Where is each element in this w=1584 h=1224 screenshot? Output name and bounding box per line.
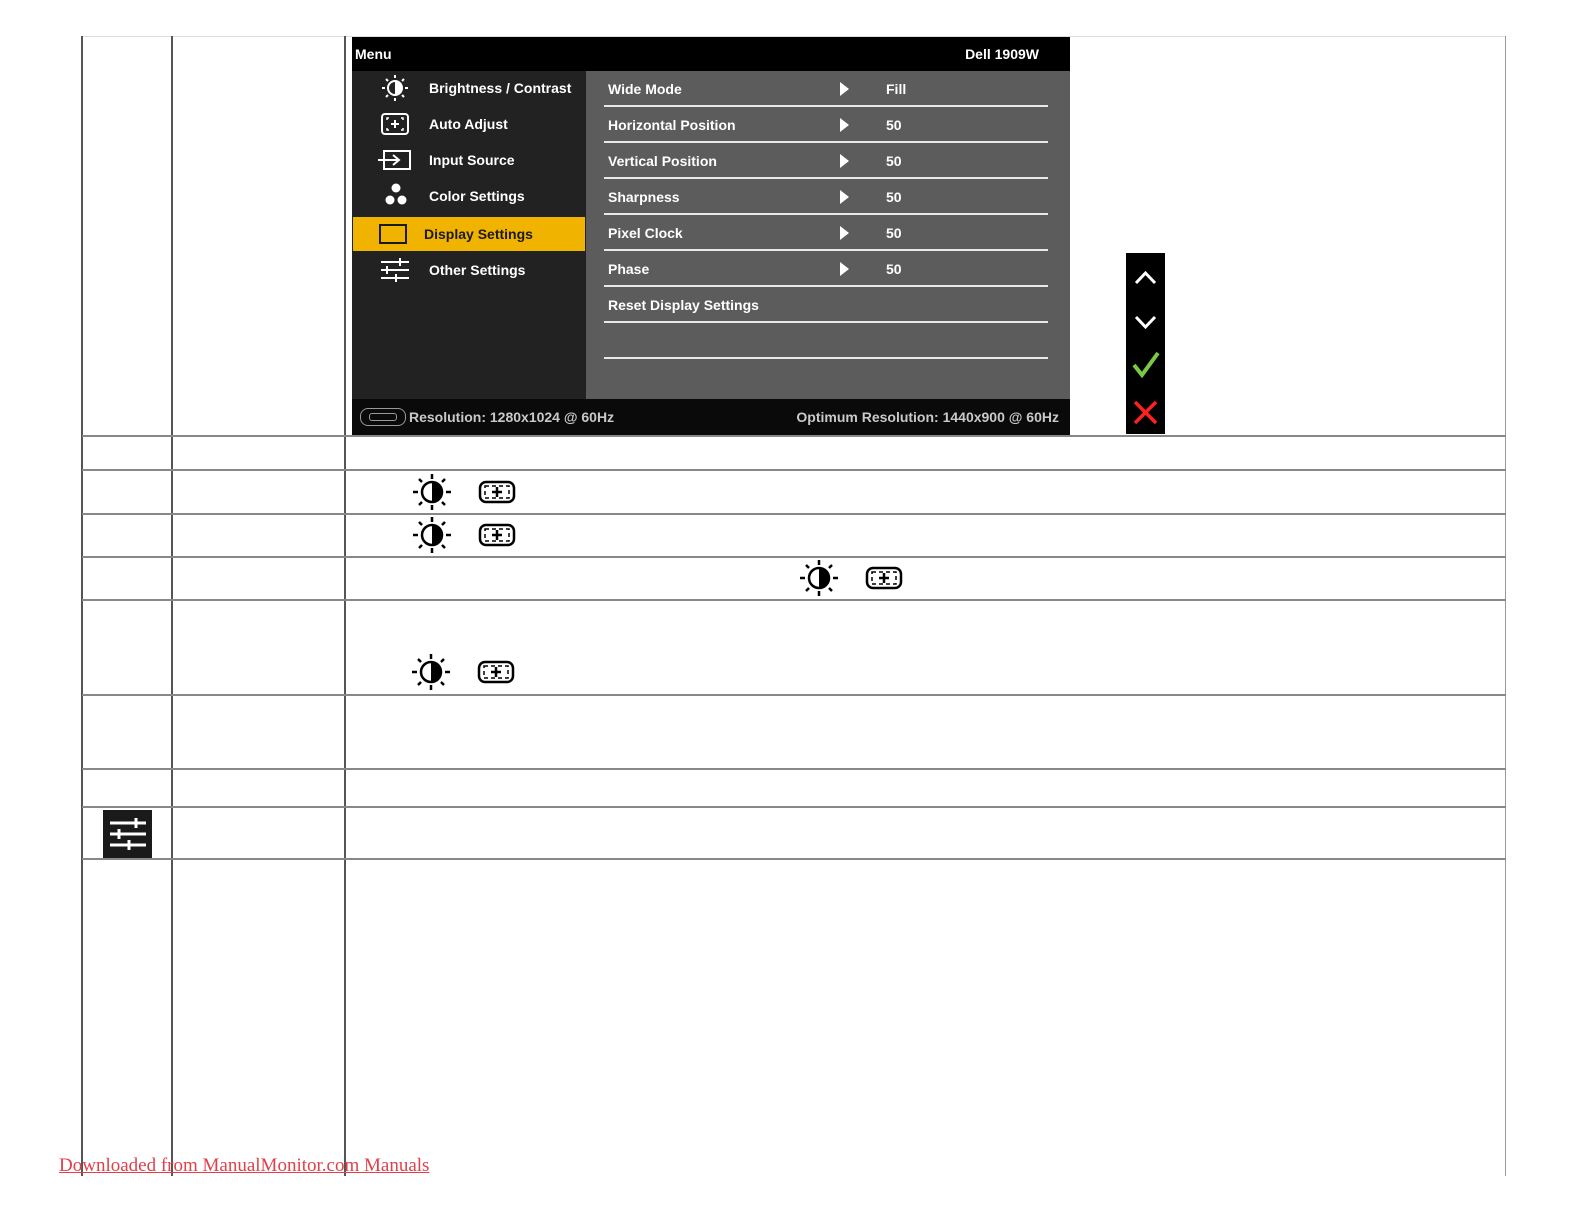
optimum-resolution: Optimum Resolution: 1440x900 @ 60Hz <box>796 409 1059 425</box>
brightness-icon <box>412 654 450 690</box>
menu-item-label: Other Settings <box>429 262 526 278</box>
vga-connector-icon <box>360 408 406 426</box>
table-row-divider <box>82 556 1506 558</box>
menu-item-auto-adjust[interactable] <box>352 107 586 141</box>
menu-item-other-settings[interactable] <box>352 253 586 287</box>
control-buttons <box>1126 253 1165 434</box>
table-row-divider <box>82 768 1506 770</box>
setting-row-reset-display-settings[interactable] <box>604 287 1048 323</box>
setting-value: 50 <box>886 117 902 133</box>
up-icon[interactable] <box>1126 255 1165 299</box>
menu-item-label: Input Source <box>429 152 515 168</box>
brightness-icon <box>413 517 451 553</box>
check-icon[interactable] <box>1126 343 1165 387</box>
setting-name: Wide Mode <box>608 81 682 97</box>
table-row-divider <box>82 806 1506 808</box>
osd-menu-title: Menu <box>355 46 392 62</box>
table-row-divider <box>82 858 1506 860</box>
table-row-divider <box>82 599 1506 601</box>
brightness-icon <box>378 75 412 101</box>
setting-value: 50 <box>886 189 902 205</box>
menu-item-display-settings[interactable] <box>353 217 585 251</box>
brightness-icon <box>413 474 451 510</box>
setting-name: Pixel Clock <box>608 225 683 241</box>
table-left-border <box>81 36 83 1176</box>
menu-item-brightness-contrast[interactable] <box>352 71 586 105</box>
setting-name: Vertical Position <box>608 153 717 169</box>
display-settings-icon <box>377 221 411 247</box>
osd-main-menu <box>352 71 586 399</box>
osd-settings-panel <box>586 71 1070 399</box>
input-source-icon <box>378 147 412 173</box>
table-col-divider-1 <box>171 36 173 1176</box>
osd-footer <box>352 399 1070 435</box>
auto-adjust-icon <box>378 111 412 137</box>
arrow-right-icon <box>840 154 849 168</box>
brightness-auto-adjust-icons <box>797 558 907 598</box>
auto-adjust-icon <box>480 525 514 545</box>
auto-adjust-icon <box>480 482 514 502</box>
setting-name: Phase <box>608 261 650 277</box>
menu-item-input-source[interactable] <box>352 143 586 177</box>
menu-item-label: Brightness / Contrast <box>429 80 572 96</box>
table-row-divider <box>82 513 1506 515</box>
auto-adjust-icon <box>867 568 901 588</box>
setting-value: Fill <box>886 81 907 97</box>
divider <box>604 357 1048 359</box>
osd-title-bar <box>352 37 1070 71</box>
color-settings-icon <box>378 183 412 209</box>
brightness-auto-adjust-icons <box>409 652 519 692</box>
arrow-right-icon <box>840 262 849 276</box>
setting-value: 50 <box>886 225 902 241</box>
setting-row-horizontal-position[interactable] <box>604 107 1048 143</box>
brightness-icon <box>800 560 838 596</box>
table-row-divider <box>82 694 1506 696</box>
footer-download-link[interactable]: Downloaded from ManualMonitor.com Manuals <box>59 1155 430 1176</box>
setting-row-pixel-clock[interactable] <box>604 215 1048 251</box>
osd-model-name: Dell 1909W <box>965 46 1039 62</box>
arrow-right-icon <box>840 118 849 132</box>
setting-name: Horizontal Position <box>608 117 736 133</box>
setting-row-sharpness[interactable] <box>604 179 1048 215</box>
setting-row-empty <box>604 323 1048 359</box>
table-right-border <box>1505 36 1506 1176</box>
close-icon[interactable] <box>1126 390 1165 434</box>
osd-menu <box>352 37 1070 435</box>
arrow-right-icon <box>840 226 849 240</box>
setting-row-wide-mode[interactable] <box>604 71 1048 107</box>
other-settings-icon <box>103 810 152 858</box>
setting-row-vertical-position[interactable] <box>604 143 1048 179</box>
down-icon[interactable] <box>1126 299 1165 343</box>
brightness-auto-adjust-icons <box>410 472 520 512</box>
menu-item-color-settings[interactable] <box>352 179 586 213</box>
table-col-divider-2 <box>344 36 346 1176</box>
menu-item-label: Display Settings <box>424 226 533 242</box>
auto-adjust-icon <box>479 662 513 682</box>
menu-item-label: Auto Adjust <box>429 116 508 132</box>
arrow-right-icon <box>840 82 849 96</box>
brightness-auto-adjust-icons <box>410 515 520 555</box>
current-resolution: Resolution: 1280x1024 @ 60Hz <box>409 409 615 425</box>
setting-row-phase[interactable] <box>604 251 1048 287</box>
table-row-divider <box>82 469 1506 471</box>
setting-value: 50 <box>886 261 902 277</box>
setting-name: Sharpness <box>608 189 680 205</box>
arrow-right-icon <box>840 190 849 204</box>
table-row-divider <box>82 435 1506 437</box>
menu-item-label: Color Settings <box>429 188 525 204</box>
setting-name: Reset Display Settings <box>608 297 759 313</box>
setting-value: 50 <box>886 153 902 169</box>
other-settings-icon <box>378 257 412 283</box>
